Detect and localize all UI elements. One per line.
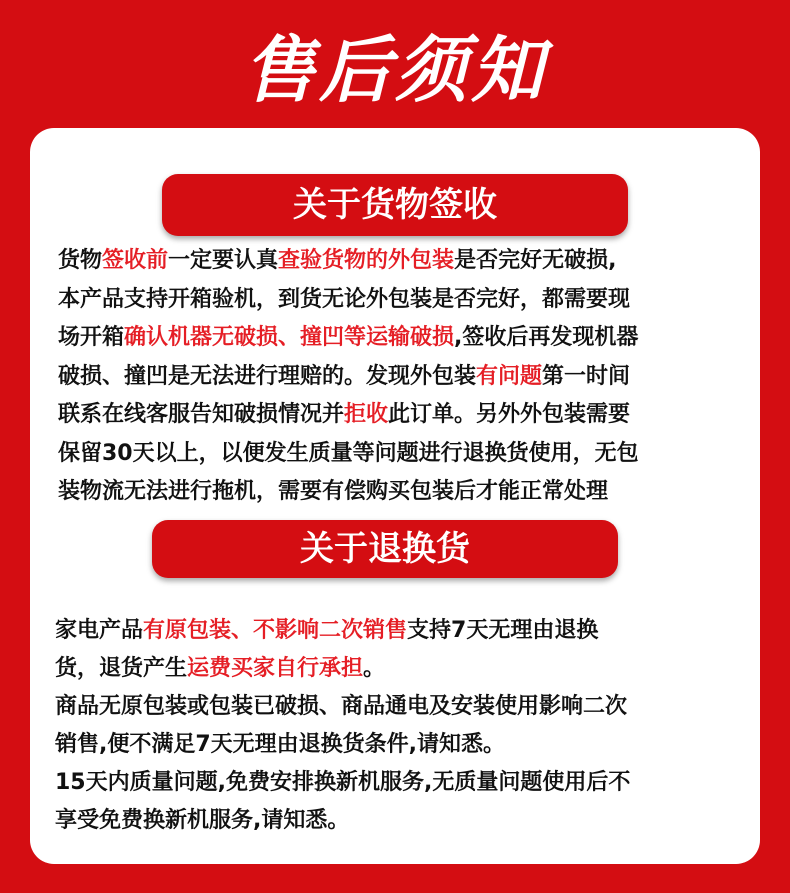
section-heading-return: 关于退换货 — [152, 520, 618, 578]
body-text: 本产品支持开箱验机，到货无论外包装是否完好，都需要现 — [58, 286, 631, 312]
body-text: 破损、撞凹是无法进行理赔的。发现外包装 — [58, 363, 477, 389]
notice-card — [30, 128, 760, 864]
body-text: 装物流无法进行拖机，需要有偿购买包装后才能正常处理 — [58, 479, 609, 504]
body-text: 此订单。另外外包装需要 — [388, 402, 631, 427]
body-text: 销售,便不满足7天无理由退换货条件,请知悉。 — [55, 732, 506, 757]
body-text: 享受免费换新机服务,请知悉。 — [55, 808, 350, 833]
body-text: ,签收后再发现机器 — [454, 325, 639, 350]
section-heading-receipt: 关于货物签收 — [162, 174, 628, 236]
body-text: 第一时间 — [542, 363, 631, 389]
text-line — [55, 764, 745, 802]
text-line — [55, 612, 745, 650]
text-line — [58, 242, 746, 281]
highlight-text: 查验货物的外包装 — [278, 248, 455, 273]
text-line — [55, 802, 745, 840]
body-text: 是否完好无破损, — [454, 248, 617, 273]
text-line — [58, 396, 746, 435]
highlight-text: 签收前 — [102, 248, 169, 273]
body-text: 货物 — [58, 248, 103, 273]
text-line — [58, 435, 746, 474]
body-text: 商品无原包装或包装已破损、商品通电及安装使用影响二次 — [55, 694, 628, 719]
body-text: 一定要认真 — [168, 248, 279, 273]
text-line — [55, 650, 745, 688]
highlight-text: 有问题 — [476, 363, 543, 389]
return-paragraph — [55, 612, 745, 840]
text-line — [58, 358, 746, 397]
body-text: 15天内质量问题,免费安排换新机服务,无质量问题使用后不 — [55, 770, 631, 795]
highlight-text: 拒收 — [344, 402, 389, 427]
body-text: 场开箱 — [58, 325, 125, 350]
body-text: 保留30天以上，以便发生质量等问题进行退换货使用，无包 — [58, 440, 639, 466]
text-line — [58, 319, 746, 358]
text-line — [58, 281, 746, 320]
page-title: 售后须知 — [242, 28, 547, 112]
receipt-paragraph — [58, 242, 746, 512]
body-text: 联系在线客服告知破损情况并 — [58, 402, 345, 427]
body-text: 支持7天无理由退换 — [407, 618, 599, 643]
highlight-text: 有原包装、不影响二次销售 — [143, 618, 408, 643]
body-text: 家电产品 — [55, 618, 144, 643]
text-line — [55, 726, 745, 764]
body-text: 。 — [363, 656, 386, 681]
body-text: 货，退货产生 — [55, 656, 188, 681]
highlight-text: 确认机器无破损、撞凹等运输破损 — [124, 325, 455, 350]
text-line — [55, 688, 745, 726]
highlight-text: 运费买家自行承担 — [187, 656, 364, 681]
text-line — [58, 473, 746, 512]
